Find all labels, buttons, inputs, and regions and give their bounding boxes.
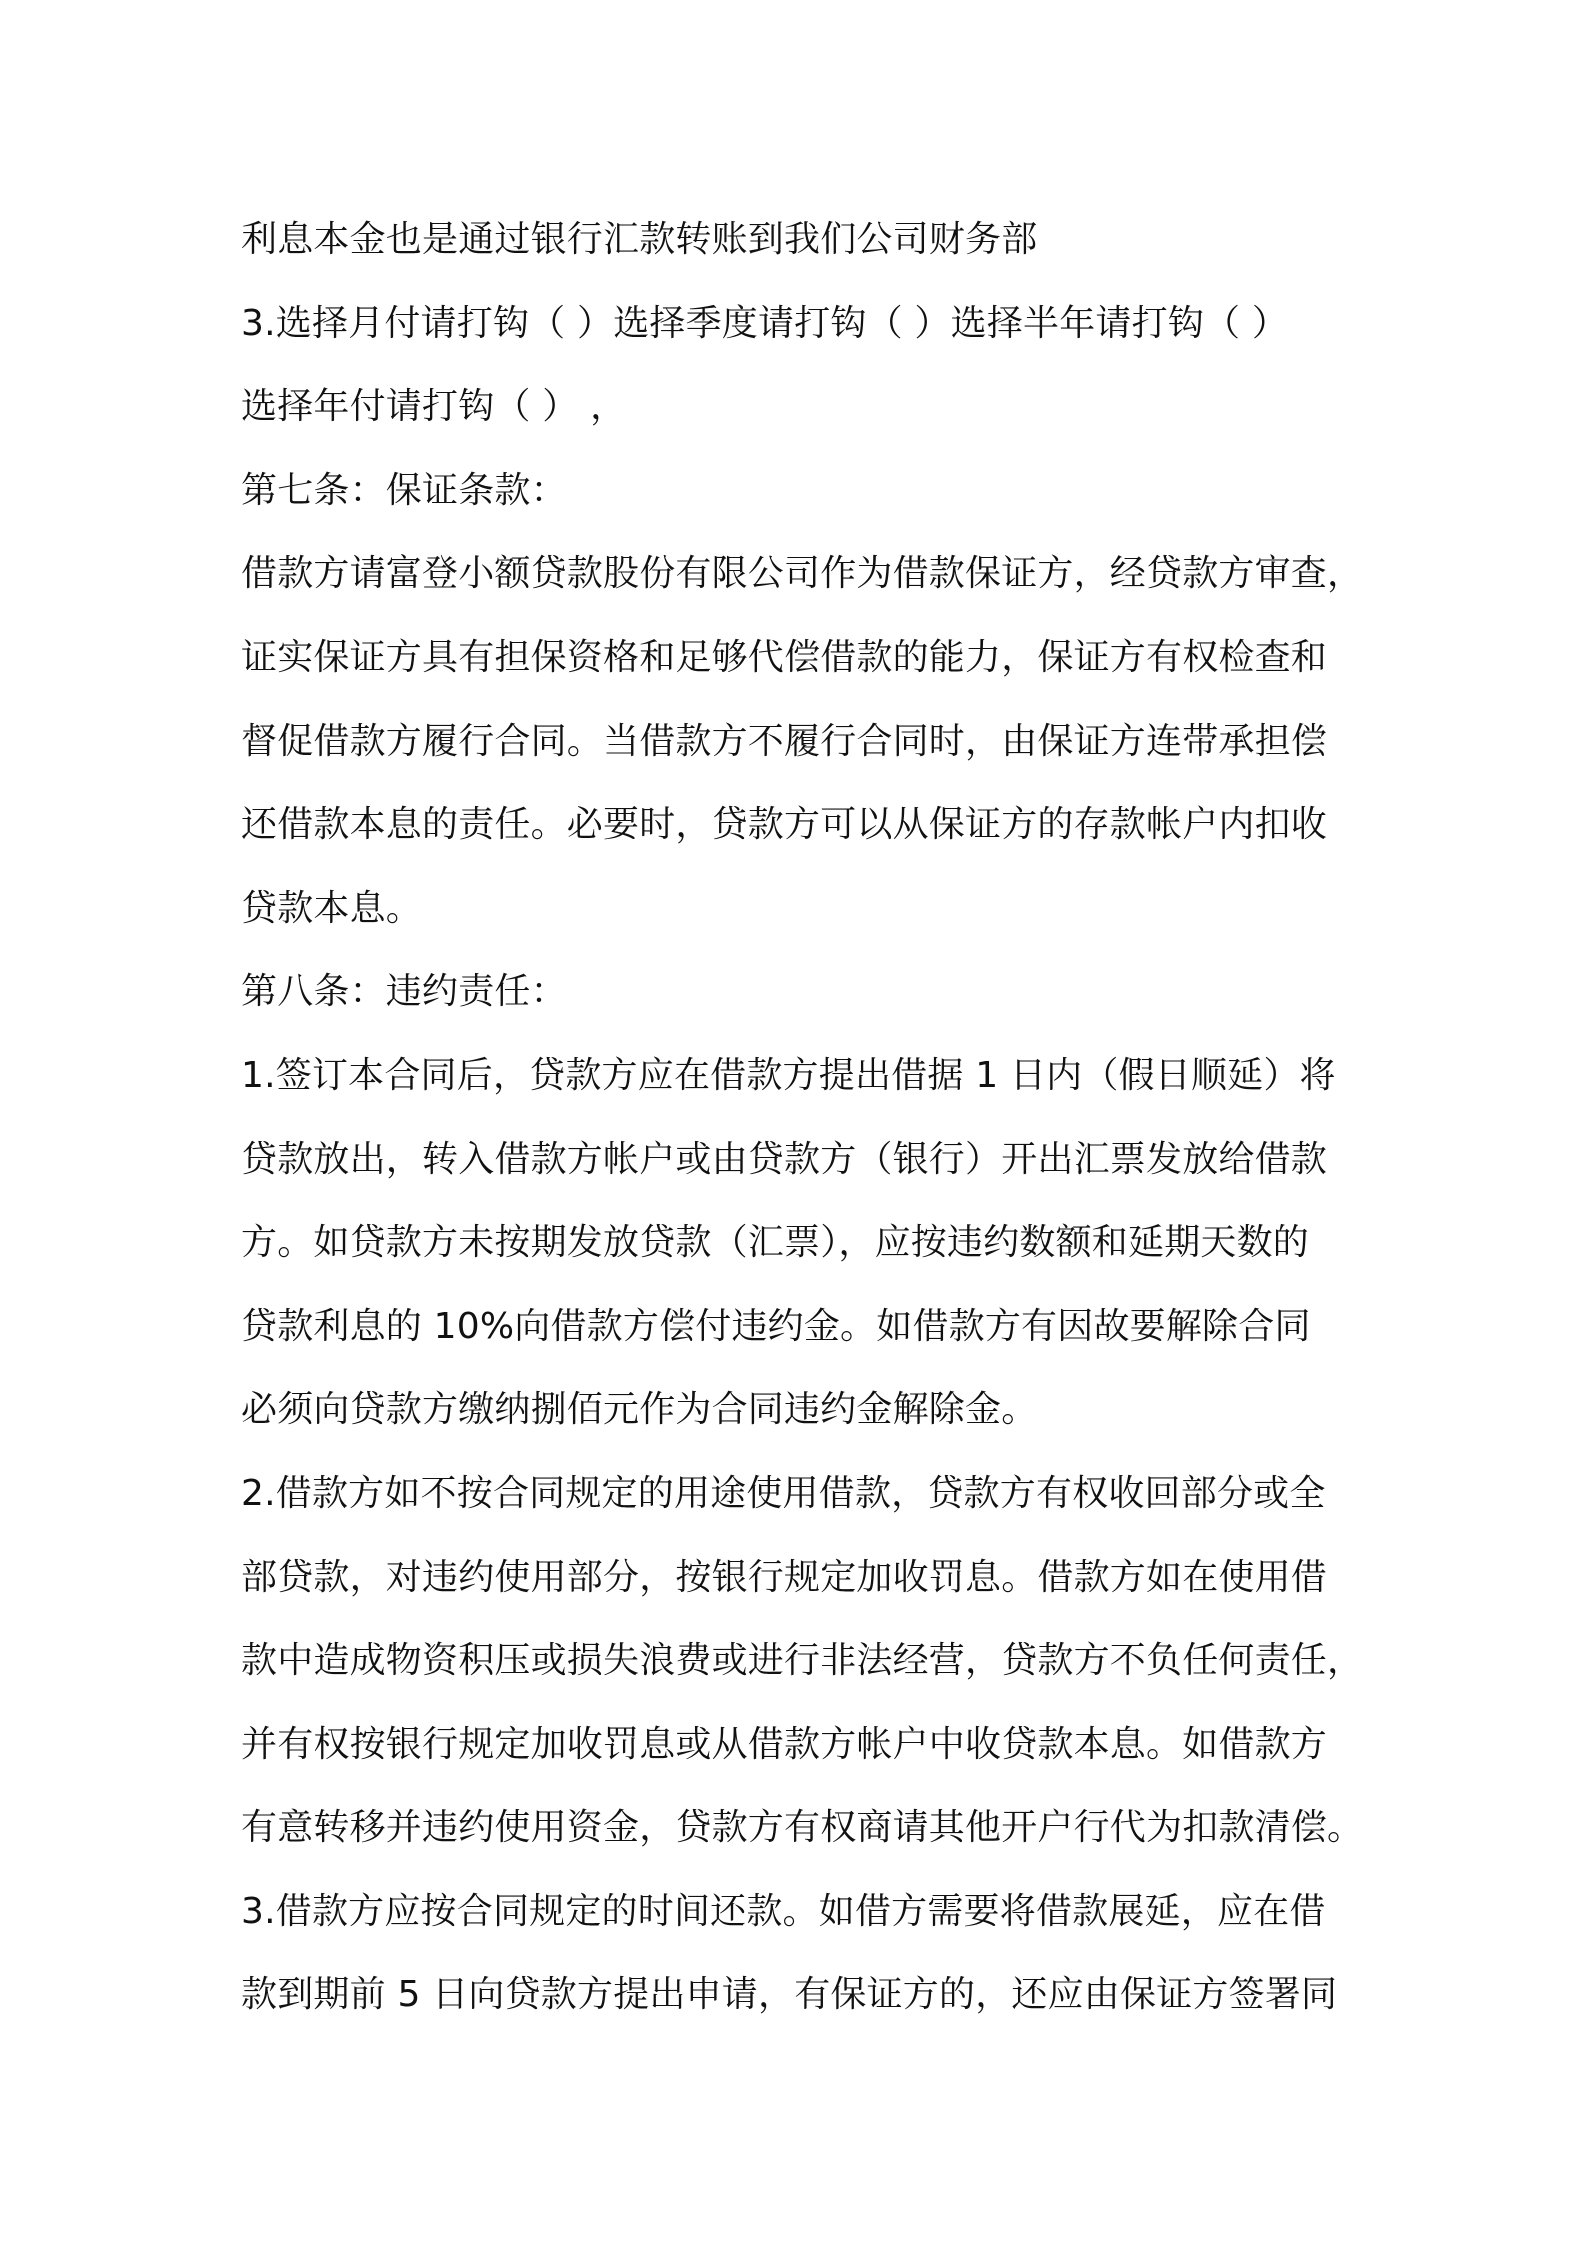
text-line: 督促借款方履行合同。当借款方不履行合同时，由保证方连带承担偿 xyxy=(241,720,1328,762)
text-line: 并有权按银行规定加收罚息或从借款方帐户中收贷款本息。如借款方 xyxy=(241,1723,1328,1765)
payment-option-line: 3.选择月付请打钩（ ）选择季度请打钩（ ）选择半年请打钩（ ） xyxy=(241,302,1289,344)
text-line: 2.借款方如不按合同规定的用途使用借款，贷款方有权收回部分或全 xyxy=(241,1472,1326,1514)
text-line: 款中造成物资积压或损失浪费或进行非法经营，贷款方不负任何责任， xyxy=(241,1640,1364,1682)
payment-option-line: 选择年付请打钩（ ） ， xyxy=(241,386,627,428)
text-line: 方。如贷款方未按期发放贷款（汇票），应按违约数额和延期天数的 xyxy=(241,1222,1310,1264)
text-line: 证实保证方具有担保资格和足够代偿借款的能力，保证方有权检查和 xyxy=(241,636,1328,678)
text-line: 贷款本息。 xyxy=(241,887,423,929)
text-line: 有意转移并违约使用资金，贷款方有权商请其他开户行代为扣款清偿。 xyxy=(241,1807,1364,1849)
article-7-heading: 第七条：保证条款： xyxy=(241,469,567,511)
text-line: 3.借款方应按合同规定的时间还款。如借方需要将借款展延，应在借 xyxy=(241,1890,1326,1932)
text-line: 1.签订本合同后，贷款方应在借款方提出借据 1 日内（假日顺延）将 xyxy=(241,1054,1336,1096)
contract-text xyxy=(241,198,1401,2037)
article-8-heading: 第八条：违约责任： xyxy=(241,971,567,1013)
text-line: 利息本金也是通过银行汇款转账到我们公司财务部 xyxy=(241,219,1038,260)
text-line: 部贷款，对违约使用部分，按银行规定加收罚息。借款方如在使用借 xyxy=(241,1556,1328,1598)
text-line: 借款方请富登小额贷款股份有限公司作为借款保证方，经贷款方审查， xyxy=(241,553,1364,595)
text-line: 贷款利息的 10%向借款方偿付违约金。如借款方有因故要解除合同 xyxy=(241,1305,1311,1347)
text-line: 必须向贷款方缴纳捌佰元作为合同违约金解除金。 xyxy=(241,1389,1038,1431)
text-line: 贷款放出，转入借款方帐户或由贷款方（银行）开出汇票发放给借款 xyxy=(241,1138,1328,1180)
text-line: 款到期前 5 日向贷款方提出申请，有保证方的，还应由保证方签署同 xyxy=(241,1974,1338,2016)
text-line: 还借款本息的责任。必要时，贷款方可以从保证方的存款帐户内扣收 xyxy=(241,804,1328,846)
